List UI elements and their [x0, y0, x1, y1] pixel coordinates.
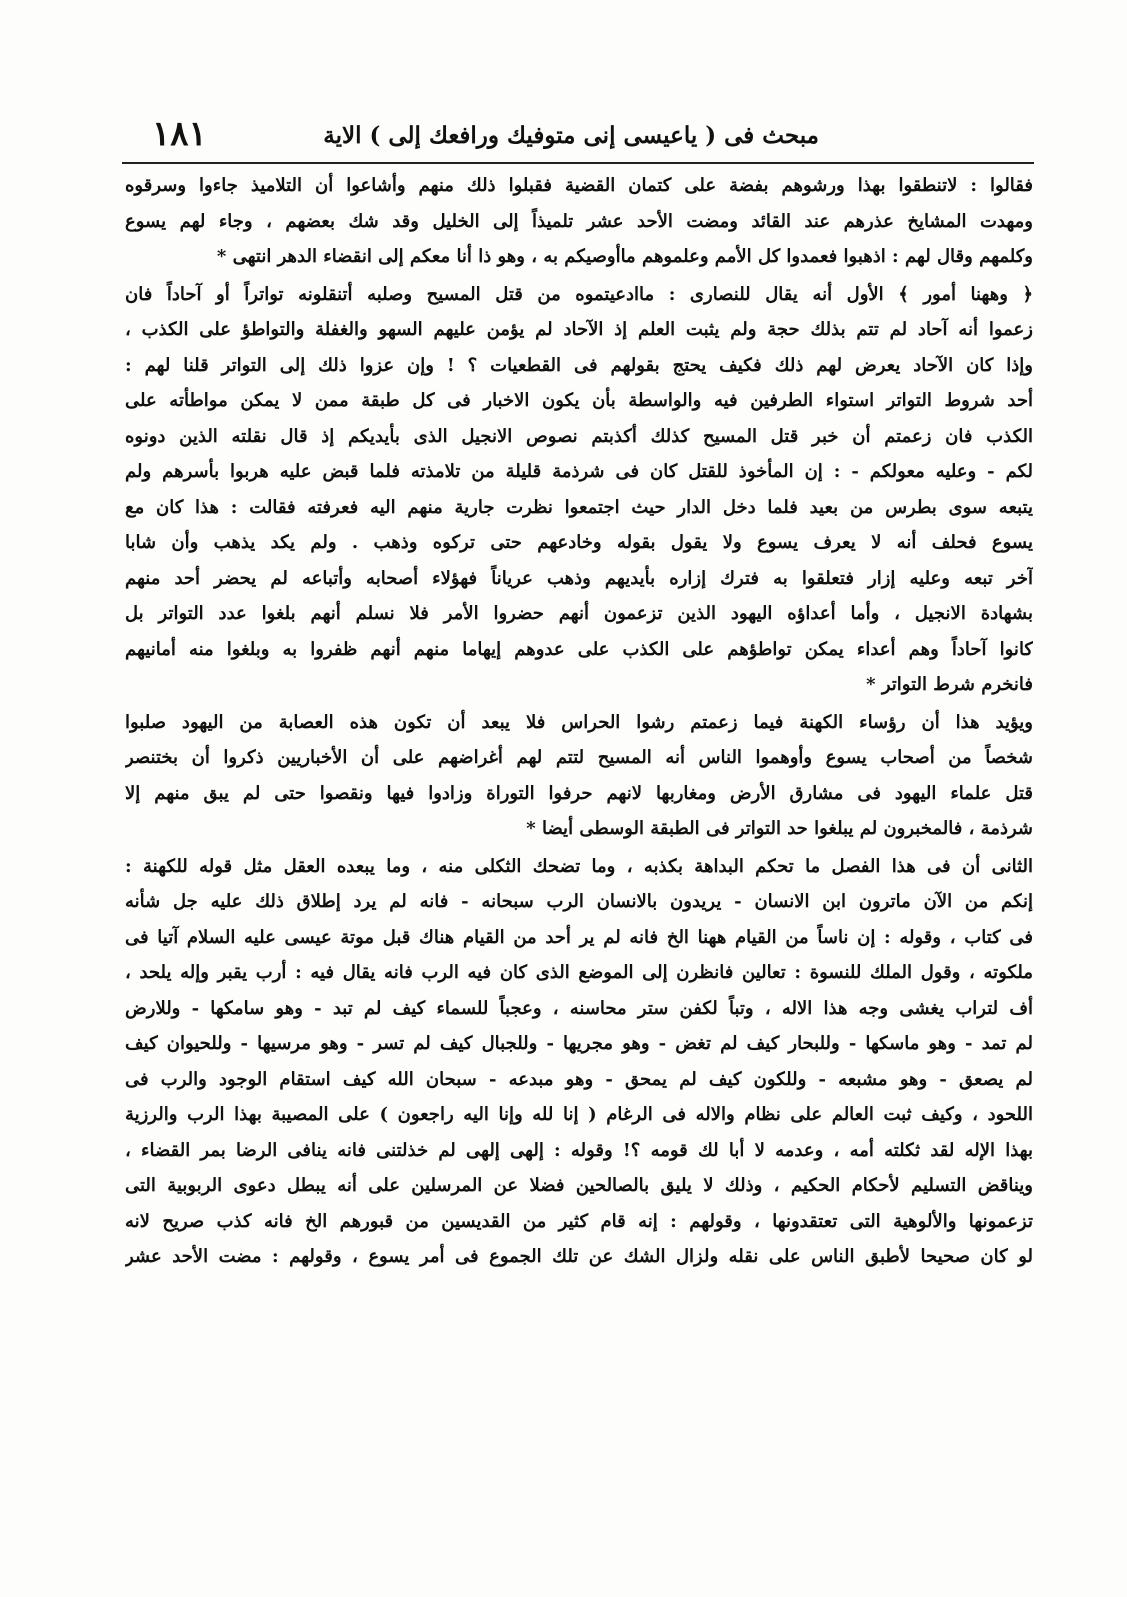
text-line: كانوا آحاداً وهم أعداء يمكن تواطؤهم على الكذب على عدوهم إيهاما منهم أنهم ظفروا به وبلغوا منه أمانيهم — [125, 638, 1033, 660]
text-line: لم يصعق - وهو مشبعه - وللكون كيف لم يمحق - وهو مبدعه - سبحان الله كيف استقام الوجود والرب فى — [125, 1068, 1033, 1090]
paragraph — [125, 705, 1033, 847]
text-line: زعموا أنه آحاد لم تتم بذلك حجة ولم يثبت العلم إذ الآحاد لم يؤمن عليهم السهو والغفلة والتواطؤ على الكذب ، — [125, 319, 1033, 340]
text-line: وإذا كان الآحاد يعرض لهم ذلك فكيف يحتج بقولهم فى القطعيات ؟ ! وإن عزوا ذلك إلى التواتر قلنا لهم : — [125, 354, 1033, 376]
text-line: الثانى أن فى هذا الفصل ما تحكم البداهة بكذبه ، وما تضحك الثكلى منه ، وما يبعده العقل مثل قوله للكهنة : — [125, 855, 1033, 877]
text-line: شرذمة ، فالمخبرون لم يبلغوا حد التواتر فى الطبقة الوسطى أيضا * — [526, 818, 1033, 839]
text-line: يسوع فحلف أنه لا يعرف يسوع ولا يقول بقوله وخادعهم حتى تركوه وذهب . ولم يكد يذهب وأن شابا — [125, 532, 1033, 553]
text-line: الكذب فان زعمتم أن خبر قتل المسيح كذلك أكذبتم نصوص الانجيل الذى بأيديكم إذ قال نقلته الذين دونوه — [125, 425, 1033, 447]
text-line: فانخرم شرط التواتر * — [866, 674, 1033, 695]
running-title: مبحث فى ( ياعيسى إنى متوفيك ورافعك إلى ) الاية — [323, 122, 819, 149]
text-line: لم تمد - وهو ماسكها - وللبحار كيف لم تغض - وهو مجريها - وللجبال كيف لم تسر - وهو مرسيها - وللحيوان كيف — [125, 1033, 1033, 1054]
text-line: بشهادة الانجيل ، وأما أعداؤه اليهود الذين تزعمون أنهم حضروا الأمر فلا نسلم أنهم بلغوا عدد التواتر بل — [125, 603, 1033, 624]
text-line: ويؤيد هذا أن رؤساء الكهنة فيما زعمتم رشوا الحراس فلا يبعد أن تكون هذه العصابة من اليهود صلبوا — [125, 711, 1033, 733]
text-line: إنكم من الآن ماترون ابن الانسان - يريدون بالانسان الرب سبحانه - فانه لم يرد إطلاق ذلك عليه جل شأنه — [125, 891, 1033, 912]
text-line: فقالوا : لاتنطقوا بهذا ورشوهم بفضة على كتمان القضية فقبلوا ذلك منهم وأشاعوا أن التلاميذ جاءوا وسرقوه — [125, 175, 1033, 196]
page-number: ١٨١ — [152, 114, 207, 154]
text-line: آخر تبعه وعليه إزار فتعلقوا به فترك إزاره بأيديهم وذهب عرياناً فهؤلاء أصحابه وأتباعه لم يحضر أحد منهم — [125, 567, 1033, 589]
paragraph — [125, 168, 1033, 275]
paragraph — [125, 849, 1033, 1275]
text-line: ﴿ وههنا أمور ﴾ الأول أنه يقال للنصارى : ماادعيتموه من قتل المسيح وصلبه أتنقلونه تواتراً أو آحاداً فان — [125, 283, 1033, 305]
running-header — [122, 112, 1034, 160]
text-line: يتبعه سوى بطرس من بعيد فلما دخل الدار حيث اجتمعوا نظرت جارية منهم اليه فعرفته فقالت : هذا كان مع — [125, 496, 1033, 518]
text-line: شخصاً من أصحاب يسوع وأوهموا الناس أنه المسيح لتتم لهم أغراضهم على أن الأخباريين ذكروا أن بختنصر — [125, 747, 1033, 768]
text-line: بهذا الإله لقد ثكلته أمه ، وعدمه لا أبا لك قومه ؟! وقوله : إلهى إلهى لم خذلتنى فانه ينافى الرضا بمر القضاء ، — [125, 1139, 1033, 1161]
text-line: تزعمونها والألوهية التى تعتقدونها ، وقولهم : إنه قام كثير من القديسين من قبورهم الخ فانه كذب صريح لانه — [125, 1210, 1033, 1232]
text-line: لو كان صحيحا لأطبق الناس على نقله ولزال الشك عن تلك الجموع فى أمر يسوع ، وقولهم : مضت الأحد عشر — [125, 1246, 1033, 1267]
text-line: لكم - وعليه معولكم - : إن المأخوذ للقتل كان فى شرذمة قليلة من تلامذته فلما قبض عليه هربوا بأسرهم ولم — [125, 461, 1033, 482]
text-line: أحد شروط التواتر استواء الطرفين فيه والواسطة بأن يكون الاخبار فى كل طبقة ممن لا يمكن مواطأته على — [125, 390, 1033, 411]
text-line: اللحود ، وكيف ثبت العالم على نظام والاله فى الرغام ( إنا لله وإنا اليه راجعون ) على المصيبة بهذا الرب والرزية — [125, 1104, 1033, 1125]
text-line: أف لتراب يغشى وجه هذا الاله ، وتباً لكفن ستر محاسنه ، وعجباً للسماء كيف لم تبد - وهو سامكها - وللارض — [125, 997, 1033, 1019]
paragraph — [125, 277, 1033, 703]
text-line: ومهدت المشايخ عذرهم عند القائد ومضت الأحد عشر تلميذاً إلى الخليل وقد شك بعضهم ، وجاء لهم يسوع — [125, 210, 1033, 232]
body-text — [125, 168, 1033, 1275]
text-line: ويناقض التسليم لأحكام الحكيم ، وذلك لا يليق بالصالحين فضلا عن المرسلين على أنه يبطل دعوى الربوبية التى — [125, 1175, 1033, 1196]
header-divider — [122, 162, 1034, 164]
text-line: قتل علماء اليهود فى مشارق الأرض ومغاربها لانهم حرفوا التوراة وزادوا فيها ونقصوا حتى لم يبق منهم إلا — [125, 782, 1033, 804]
text-line: فى كتاب ، وقوله : إن ناساً من القيام ههنا الخ فانه لم ير أحد من القيام هناك قبل موتة عيسى عليه السلام آتيا فى — [125, 926, 1033, 948]
text-line: ملكوته ، وقول الملك للنسوة : تعالين فانظرن إلى الموضع الذى كان فيه الرب فانه يقال فيه : أرب يقبر وإله يلحد ، — [125, 962, 1033, 983]
text-line: وكلمهم وقال لهم : اذهبوا فعمدوا كل الأمم وعلموهم ماأوصيكم به ، وهو ذا أنا معكم إلى انقضاء الدهر انتهى * — [216, 246, 1033, 267]
